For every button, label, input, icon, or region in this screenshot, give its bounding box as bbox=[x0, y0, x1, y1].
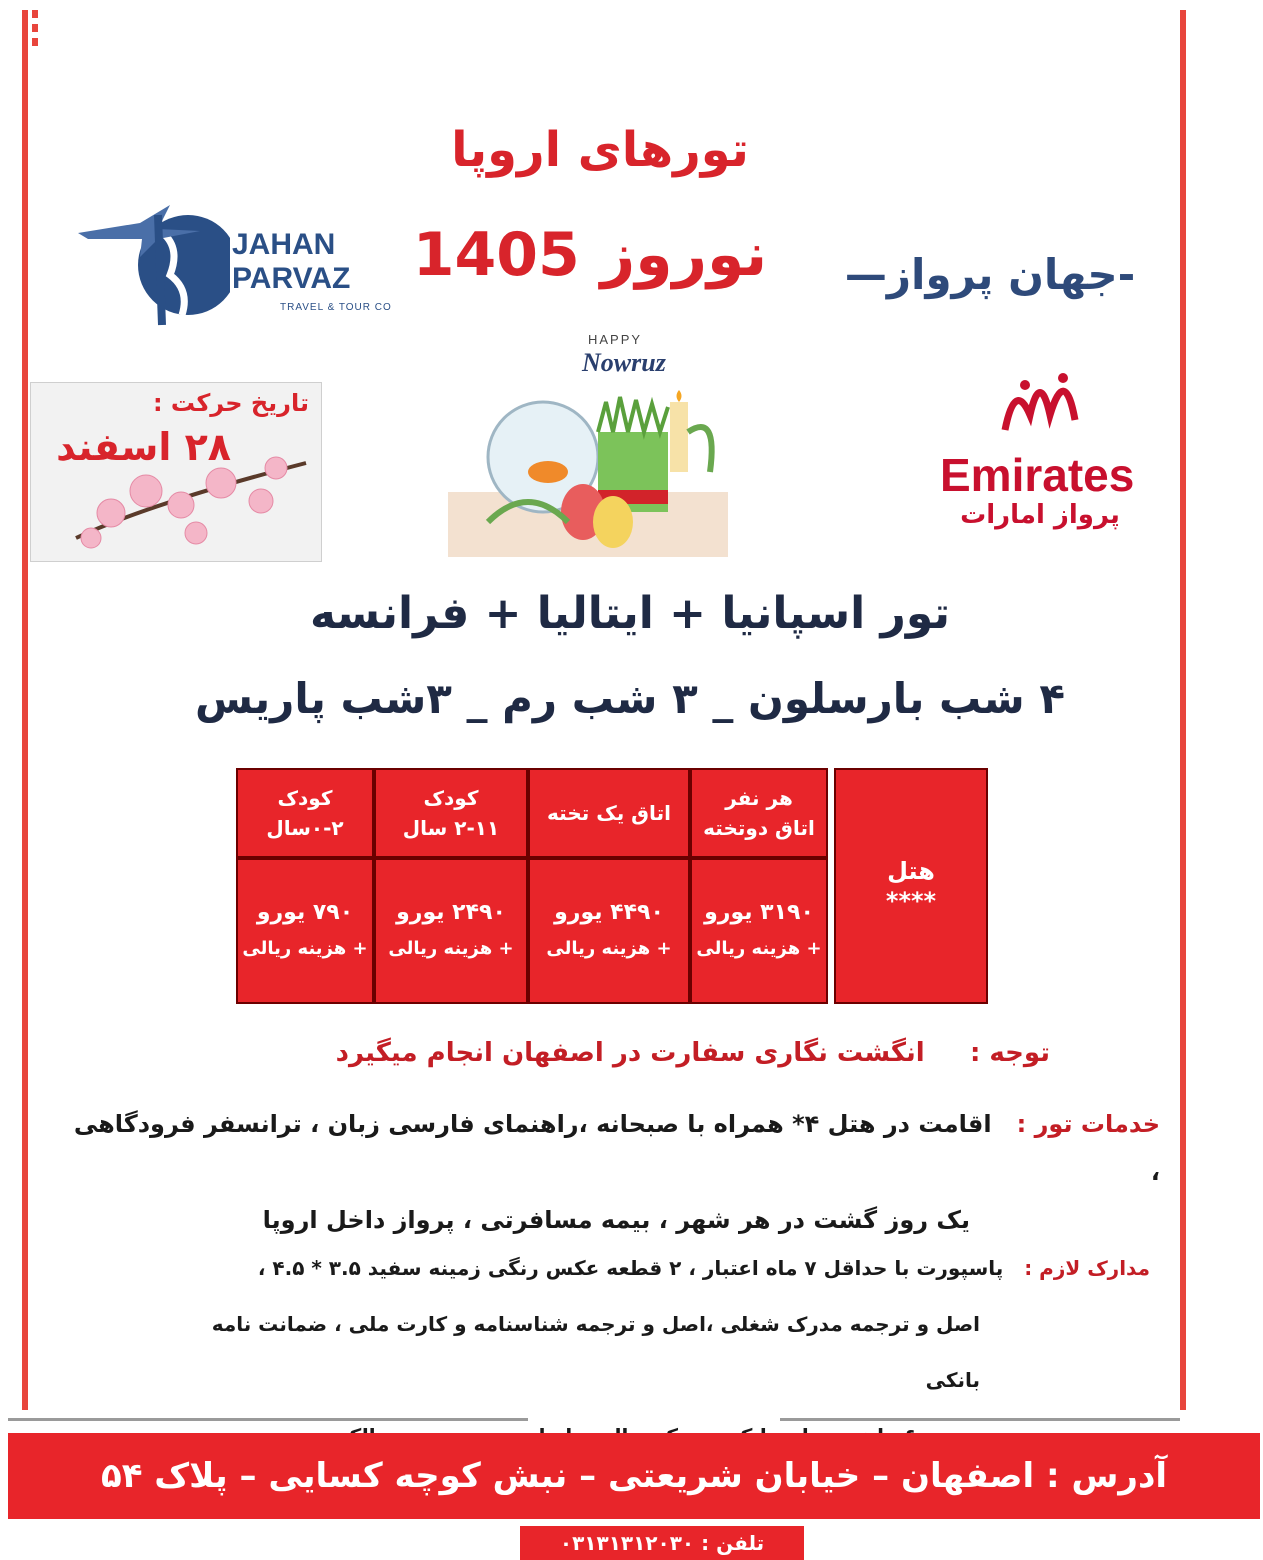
services-line1-row bbox=[60, 1100, 1160, 1196]
price-cell-child-0-2 bbox=[236, 858, 374, 1004]
jahan-parvaz-logo bbox=[70, 195, 230, 330]
departure-box bbox=[30, 382, 322, 562]
price-child-0-2: ۷۹۰ یورو bbox=[256, 900, 354, 925]
brand-name-en-line2: PARVAZ bbox=[232, 262, 351, 295]
attention-note bbox=[240, 1038, 1050, 1068]
price-child-2-11-extra: + هزینه ریالی bbox=[388, 938, 514, 959]
header-child-0-2-line1: کودک bbox=[277, 786, 333, 810]
nowruz-text: Nowruz bbox=[582, 348, 666, 377]
attention-text: انگشت نگاری سفارت در اصفهان انجام میگیرد bbox=[335, 1038, 925, 1068]
header-cell-single bbox=[528, 768, 690, 858]
services-line2: یک روز گشت در هر شهر ، بیمه مسافرتی ، پرواز داخل اروپا bbox=[262, 1206, 970, 1234]
nowruz-illustration bbox=[448, 372, 728, 557]
price-child-0-2-extra: + هزینه ریالی bbox=[242, 938, 368, 959]
docs-line1-row bbox=[170, 1240, 1150, 1296]
emirates-logo-icon bbox=[995, 360, 1085, 455]
header-child-2-11-line2: ۲-۱۱ سال bbox=[402, 816, 500, 840]
header-double-line1: هر نفر bbox=[725, 786, 793, 810]
happy-text: HAPPY bbox=[588, 332, 643, 347]
haft-sin-icon bbox=[448, 372, 728, 557]
page-subtitle-year: نوروز 1405 bbox=[412, 220, 768, 290]
page-title: تورهای اروپا bbox=[451, 122, 749, 178]
services-line1: اقامت در هتل ۴* همراه با صبحانه ،راهنمای فارسی زبان ، ترانسفر فرودگاهی ، bbox=[73, 1110, 1160, 1186]
departure-date: ۲۸ اسفند bbox=[56, 425, 231, 469]
brand-name-en bbox=[232, 228, 350, 296]
price-cell-child-2-11 bbox=[374, 858, 528, 1004]
header-cell-child-0-2 bbox=[236, 768, 374, 858]
airline-name-fa: پرواز امارات bbox=[960, 500, 1120, 530]
header-single-line1: اتاق یک تخته bbox=[547, 801, 671, 825]
header-cell-double bbox=[690, 768, 828, 858]
hotel-cell bbox=[834, 768, 988, 1004]
hotel-label: هتل bbox=[887, 857, 935, 885]
price-double: ۳۱۹۰ یورو bbox=[704, 900, 814, 925]
price-cell-single bbox=[528, 858, 690, 1004]
docs-line1: پاسپورت با حداقل ۷ ماه اعتبار ، ۲ قطعه عکس رنگی زمینه سفید ۳.۵ * ۴.۵ ، bbox=[257, 1256, 1004, 1280]
price-single: ۴۴۹۰ یورو bbox=[554, 900, 664, 925]
header-cell-child-2-11 bbox=[374, 768, 528, 858]
required-documents bbox=[170, 1240, 1150, 1464]
footer-address: آدرس : اصفهان – خیابان شریعتی – نبش کوچه کسایی – پلاک ۵۴ bbox=[100, 1456, 1168, 1496]
brand-name-fa: -جهان پرواز— bbox=[844, 250, 1136, 299]
footer-phone: تلفن : ۰۳۱۳۱۳۱۲۰۳۰ bbox=[559, 1531, 765, 1555]
airline-name-en: Emirates bbox=[940, 449, 1135, 501]
top-left-dashes bbox=[32, 10, 38, 50]
price-child-2-11: ۲۴۹۰ یورو bbox=[396, 900, 506, 925]
docs-line2: اصل و ترجمه مدرک شغلی ،اصل و ترجمه شناسنامه و کارت ملی ، ضمانت نامه بانکی bbox=[211, 1312, 980, 1392]
price-cell-double bbox=[690, 858, 828, 1004]
services-label: خدمات تور : bbox=[1016, 1110, 1160, 1138]
attention-label: توجه : bbox=[969, 1038, 1050, 1068]
hotel-stars: **** bbox=[885, 887, 937, 915]
right-border-line bbox=[1180, 10, 1186, 1410]
header-double-line2: اتاق دوتخته bbox=[703, 816, 815, 840]
plane-globe-icon bbox=[70, 195, 230, 330]
tour-nights: ۴ شب بارسلون _ ۳ شب رم _ ۳شب پاریس bbox=[195, 674, 1065, 723]
tour-services bbox=[60, 1100, 1160, 1244]
header-child-2-11-line1: کودک bbox=[423, 786, 479, 810]
left-border-line bbox=[22, 10, 28, 1410]
docs-label: مدارک لازم : bbox=[1024, 1256, 1150, 1280]
departure-label: تاریخ حرکت : bbox=[152, 389, 309, 417]
price-double-extra: + هزینه ریالی bbox=[696, 938, 822, 959]
brand-name-en-line1: JAHAN bbox=[232, 228, 336, 261]
price-single-extra: + هزینه ریالی bbox=[546, 938, 672, 959]
tour-destinations: تور اسپانیا + ایتالیا + فرانسه bbox=[310, 588, 950, 639]
brand-subtitle-en: TRAVEL & TOUR CO bbox=[280, 302, 392, 313]
header-child-0-2-line2: ۰-۲سال bbox=[266, 816, 344, 840]
